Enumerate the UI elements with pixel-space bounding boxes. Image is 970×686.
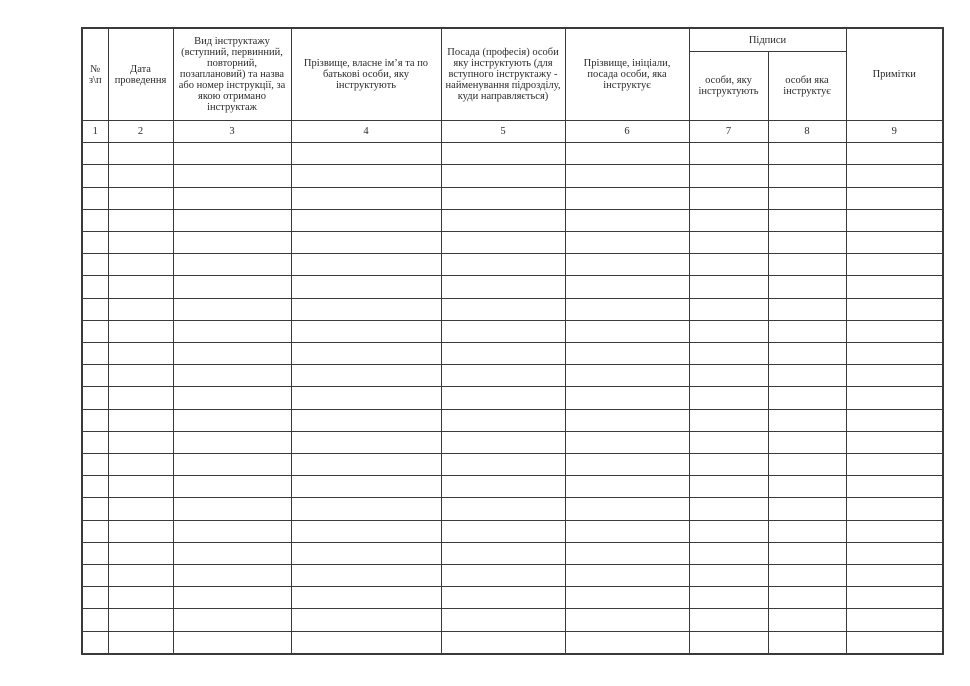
table-cell xyxy=(291,232,441,254)
table-cell xyxy=(846,320,943,342)
table-cell xyxy=(291,254,441,276)
table-cell xyxy=(441,409,565,431)
table-row xyxy=(82,454,943,476)
table-cell xyxy=(291,498,441,520)
table-row xyxy=(82,365,943,387)
header-briefing-type: Вид інструктажу (вступний, первинний, повторний, позаплановий) та назва або номер інструкції, за якою отримано інструктаж xyxy=(173,28,291,121)
table-cell xyxy=(291,520,441,542)
table-row xyxy=(82,143,943,165)
table-cell xyxy=(108,431,173,453)
table-cell xyxy=(173,609,291,631)
table-cell xyxy=(768,209,846,231)
table-cell xyxy=(441,565,565,587)
header-instructor: Прізвище, ініціали, посада особи, яка інструктує xyxy=(565,28,689,121)
table-cell xyxy=(689,631,768,654)
table-cell xyxy=(82,298,108,320)
table-cell xyxy=(441,431,565,453)
briefing-journal-table xyxy=(81,27,944,655)
table-cell xyxy=(689,609,768,631)
table-cell xyxy=(689,431,768,453)
table-cell xyxy=(441,143,565,165)
table-cell xyxy=(108,365,173,387)
table-cell xyxy=(846,365,943,387)
table-cell xyxy=(768,365,846,387)
table-cell xyxy=(173,232,291,254)
table-cell xyxy=(291,276,441,298)
table-cell xyxy=(846,631,943,654)
table-cell xyxy=(291,298,441,320)
table-cell xyxy=(82,387,108,409)
table-cell xyxy=(173,454,291,476)
table-cell xyxy=(689,165,768,187)
table-row xyxy=(82,631,943,654)
table-cell xyxy=(689,520,768,542)
table-cell xyxy=(768,387,846,409)
table-cell xyxy=(689,454,768,476)
table-cell xyxy=(173,498,291,520)
table-cell xyxy=(291,320,441,342)
table-cell xyxy=(291,565,441,587)
table-cell xyxy=(108,409,173,431)
table-cell xyxy=(846,520,943,542)
table-row xyxy=(82,343,943,365)
table-cell xyxy=(108,587,173,609)
table-cell xyxy=(173,254,291,276)
header-number: № з\п xyxy=(82,28,108,121)
table-cell xyxy=(565,165,689,187)
table-cell xyxy=(82,276,108,298)
table-cell xyxy=(291,187,441,209)
table-cell xyxy=(768,187,846,209)
table-cell xyxy=(291,609,441,631)
column-number: 6 xyxy=(565,121,689,143)
table-cell xyxy=(768,143,846,165)
table-row xyxy=(82,165,943,187)
table-cell xyxy=(173,320,291,342)
table-cell xyxy=(689,587,768,609)
table-cell xyxy=(768,254,846,276)
table-row xyxy=(82,409,943,431)
table-cell xyxy=(82,343,108,365)
table-cell xyxy=(768,343,846,365)
table-cell xyxy=(291,209,441,231)
table-cell xyxy=(82,143,108,165)
table-cell xyxy=(291,476,441,498)
table-cell xyxy=(846,476,943,498)
table-cell xyxy=(846,609,943,631)
table-row xyxy=(82,431,943,453)
table-cell xyxy=(441,454,565,476)
table-cell xyxy=(441,631,565,654)
table-cell xyxy=(689,254,768,276)
table-cell xyxy=(82,520,108,542)
table-cell xyxy=(108,187,173,209)
header-signature-instructor: особи яка інструктує xyxy=(768,52,846,121)
table-cell xyxy=(565,343,689,365)
table-cell xyxy=(82,165,108,187)
table-cell xyxy=(441,254,565,276)
table-cell xyxy=(689,409,768,431)
table-cell xyxy=(173,565,291,587)
table-cell xyxy=(689,365,768,387)
table-cell xyxy=(108,209,173,231)
table-cell xyxy=(441,320,565,342)
table-cell xyxy=(441,476,565,498)
table-row xyxy=(82,498,943,520)
column-number: 7 xyxy=(689,121,768,143)
table-cell xyxy=(173,520,291,542)
table-cell xyxy=(108,343,173,365)
table-cell xyxy=(82,209,108,231)
column-number: 8 xyxy=(768,121,846,143)
table-cell xyxy=(82,254,108,276)
table-cell xyxy=(108,609,173,631)
table-cell xyxy=(846,187,943,209)
table-cell xyxy=(768,520,846,542)
table-cell xyxy=(291,343,441,365)
table-cell xyxy=(82,365,108,387)
table-cell xyxy=(173,431,291,453)
table-cell xyxy=(846,254,943,276)
table-cell xyxy=(768,276,846,298)
table-row xyxy=(82,254,943,276)
table-cell xyxy=(565,520,689,542)
table-cell xyxy=(565,254,689,276)
table-cell xyxy=(565,631,689,654)
table-cell xyxy=(82,232,108,254)
table-cell xyxy=(108,165,173,187)
table-cell xyxy=(689,320,768,342)
table-cell xyxy=(291,409,441,431)
header-position: Посада (професія) особи яку інструктують (для вступного інструктажу - найменування підрозділу, куди направляється) xyxy=(441,28,565,121)
table-cell xyxy=(846,276,943,298)
table-cell xyxy=(291,431,441,453)
column-number: 4 xyxy=(291,121,441,143)
table-row xyxy=(82,276,943,298)
table-cell xyxy=(108,565,173,587)
table-row xyxy=(82,476,943,498)
table-cell xyxy=(173,476,291,498)
table-cell xyxy=(173,387,291,409)
table-cell xyxy=(173,209,291,231)
table-cell xyxy=(441,587,565,609)
table-cell xyxy=(108,276,173,298)
table-cell xyxy=(565,365,689,387)
table-cell xyxy=(768,631,846,654)
table-cell xyxy=(846,498,943,520)
table-cell xyxy=(768,587,846,609)
table-cell xyxy=(565,498,689,520)
table-cell xyxy=(689,298,768,320)
table-cell xyxy=(82,476,108,498)
table-cell xyxy=(82,542,108,564)
table-cell xyxy=(291,365,441,387)
table-cell xyxy=(565,320,689,342)
table-cell xyxy=(291,631,441,654)
table-cell xyxy=(82,187,108,209)
header-full-name: Прізвище, власне ім’я та по батькові особи, яку інструктують xyxy=(291,28,441,121)
table-cell xyxy=(846,343,943,365)
table-cell xyxy=(173,409,291,431)
table-row xyxy=(82,320,943,342)
table-cell xyxy=(565,542,689,564)
table-cell xyxy=(108,143,173,165)
table-cell xyxy=(173,143,291,165)
table-cell xyxy=(768,542,846,564)
table-cell xyxy=(768,609,846,631)
column-number: 5 xyxy=(441,121,565,143)
table-cell xyxy=(441,365,565,387)
table-row xyxy=(82,209,943,231)
table-cell xyxy=(291,454,441,476)
table-cell xyxy=(108,476,173,498)
table-row xyxy=(82,298,943,320)
table-cell xyxy=(291,587,441,609)
table-cell xyxy=(291,542,441,564)
table-cell xyxy=(689,343,768,365)
table-cell xyxy=(846,431,943,453)
table-cell xyxy=(846,143,943,165)
table-cell xyxy=(565,587,689,609)
table-cell xyxy=(565,609,689,631)
table-cell xyxy=(768,320,846,342)
table-cell xyxy=(173,165,291,187)
table-cell xyxy=(565,409,689,431)
table-cell xyxy=(291,387,441,409)
header-date: Дата проведення xyxy=(108,28,173,121)
header-signature-trainee: особи, яку інструктують xyxy=(689,52,768,121)
table-cell xyxy=(82,320,108,342)
header-signatures-group: Підписи xyxy=(689,28,846,52)
table-cell xyxy=(441,209,565,231)
column-number: 3 xyxy=(173,121,291,143)
table-cell xyxy=(108,631,173,654)
table-cell xyxy=(565,431,689,453)
table-cell xyxy=(565,232,689,254)
table-cell xyxy=(441,343,565,365)
table-cell xyxy=(82,431,108,453)
table-cell xyxy=(846,232,943,254)
table-cell xyxy=(768,431,846,453)
table-cell xyxy=(108,520,173,542)
table-cell xyxy=(441,542,565,564)
table-cell xyxy=(441,232,565,254)
table-cell xyxy=(108,298,173,320)
table-row xyxy=(82,387,943,409)
table-cell xyxy=(173,587,291,609)
column-number: 1 xyxy=(82,121,108,143)
table-cell xyxy=(173,187,291,209)
table-cell xyxy=(689,476,768,498)
table-cell xyxy=(565,209,689,231)
table-cell xyxy=(565,454,689,476)
table-cell xyxy=(565,143,689,165)
table-row xyxy=(82,232,943,254)
table-cell xyxy=(846,298,943,320)
table-cell xyxy=(291,143,441,165)
table-cell xyxy=(846,542,943,564)
table-cell xyxy=(768,454,846,476)
table-cell xyxy=(565,298,689,320)
table-row xyxy=(82,187,943,209)
table-cell xyxy=(173,631,291,654)
table-row xyxy=(82,520,943,542)
table-cell xyxy=(846,165,943,187)
table-cell xyxy=(689,498,768,520)
table-cell xyxy=(82,498,108,520)
table-cell xyxy=(846,454,943,476)
table-cell xyxy=(108,254,173,276)
table-cell xyxy=(108,454,173,476)
column-number: 9 xyxy=(846,121,943,143)
table-cell xyxy=(82,409,108,431)
table-cell xyxy=(441,276,565,298)
table-cell xyxy=(689,276,768,298)
column-number: 2 xyxy=(108,121,173,143)
table-cell xyxy=(565,187,689,209)
table-cell xyxy=(291,165,441,187)
table-cell xyxy=(565,476,689,498)
table-cell xyxy=(441,387,565,409)
table-cell xyxy=(173,542,291,564)
table-cell xyxy=(846,409,943,431)
table-cell xyxy=(82,609,108,631)
table-cell xyxy=(108,498,173,520)
table-cell xyxy=(108,542,173,564)
table-cell xyxy=(689,565,768,587)
table-cell xyxy=(768,565,846,587)
table-cell xyxy=(689,232,768,254)
table-cell xyxy=(768,498,846,520)
table-cell xyxy=(441,520,565,542)
table-cell xyxy=(173,365,291,387)
table-cell xyxy=(846,387,943,409)
table-row xyxy=(82,542,943,564)
table-cell xyxy=(768,409,846,431)
table-cell xyxy=(82,587,108,609)
column-numbers-row xyxy=(82,121,943,143)
table-cell xyxy=(768,165,846,187)
table-cell xyxy=(846,565,943,587)
table-cell xyxy=(565,565,689,587)
table-row xyxy=(82,587,943,609)
table-cell xyxy=(689,542,768,564)
table-cell xyxy=(173,276,291,298)
table-cell xyxy=(768,232,846,254)
table-cell xyxy=(82,454,108,476)
header-notes: Примітки xyxy=(846,28,943,121)
table-cell xyxy=(846,209,943,231)
table-cell xyxy=(108,320,173,342)
table-row xyxy=(82,565,943,587)
table-cell xyxy=(108,232,173,254)
table-row xyxy=(82,609,943,631)
table-cell xyxy=(173,298,291,320)
table-cell xyxy=(565,276,689,298)
table-cell xyxy=(441,298,565,320)
table-cell xyxy=(82,631,108,654)
table-cell xyxy=(768,476,846,498)
table-cell xyxy=(441,165,565,187)
table-cell xyxy=(441,609,565,631)
table-cell xyxy=(846,587,943,609)
table-cell xyxy=(689,143,768,165)
table-cell xyxy=(82,565,108,587)
table-cell xyxy=(565,387,689,409)
table-cell xyxy=(768,298,846,320)
table-cell xyxy=(108,387,173,409)
table-cell xyxy=(689,209,768,231)
table-cell xyxy=(173,343,291,365)
table-cell xyxy=(689,387,768,409)
table-cell xyxy=(441,498,565,520)
table-cell xyxy=(689,187,768,209)
table-cell xyxy=(441,187,565,209)
